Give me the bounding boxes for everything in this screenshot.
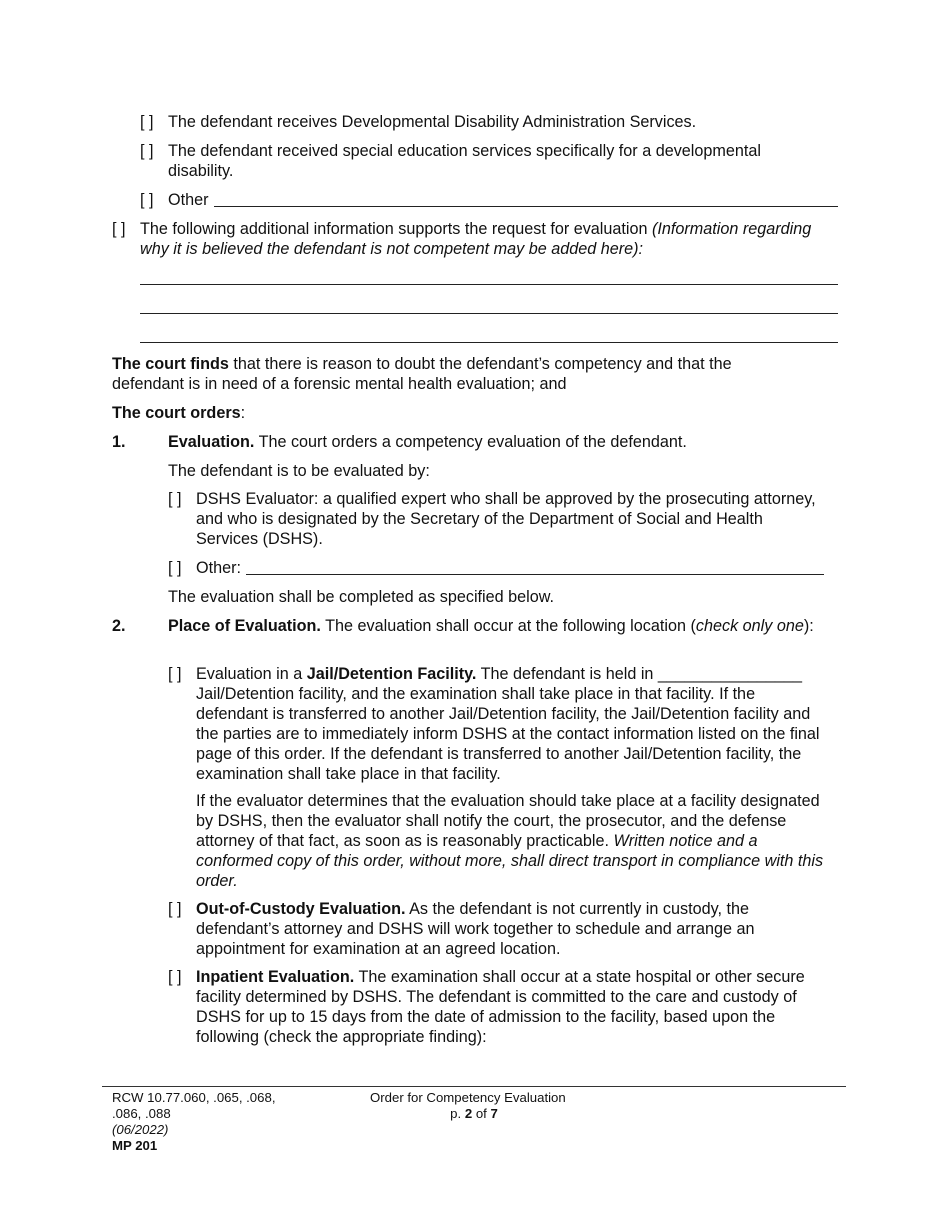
footer-page-number: p. 2 of 7 bbox=[450, 1106, 498, 1121]
checkbox-item-special-ed bbox=[140, 141, 800, 181]
out-of-custody-text: Out-of-Custody Evaluation. As the defendant is not currently in custody, the defendant’s attorney and DSHS will work together to schedule and arrange an appointment for examination at an agreed location. bbox=[196, 900, 755, 958]
checkbox[interactable]: [ ] bbox=[140, 142, 154, 160]
footer-rcw-line2: .086, .088 bbox=[112, 1106, 171, 1121]
other-evaluator-fill-line[interactable] bbox=[246, 574, 824, 575]
fill-line-2[interactable] bbox=[140, 313, 838, 314]
inpatient-text: Inpatient Evaluation. The examination shall occur at a state hospital or other secure facility determined by DSHS. The defendant is committed to the care and custody of DSHS for up to 15 days from the date of admission to the facility, based upon the following (check the appropriate finding): bbox=[196, 968, 805, 1046]
item-text: The defendant receives Developmental Disability Administration Services. bbox=[168, 113, 697, 131]
checkbox[interactable]: [ ] bbox=[168, 900, 182, 918]
other-label: Other bbox=[168, 191, 209, 209]
checkbox[interactable]: [ ] bbox=[168, 559, 182, 577]
other-fill-line[interactable] bbox=[214, 206, 838, 207]
checkbox-item-jail-detention bbox=[168, 664, 828, 784]
footer-rcw-line1: RCW 10.77.060, .065, .068, bbox=[112, 1090, 276, 1105]
dshs-evaluator-text: DSHS Evaluator: a qualified expert who shall be approved by the prosecuting attorney, and who is designated by the Secretary of the Department of Social and Health Services (DSHS). bbox=[196, 490, 816, 548]
fill-line-1[interactable] bbox=[140, 284, 838, 285]
checkbox-item-other-evaluator bbox=[168, 558, 288, 578]
item-text: The defendant received special education services specifically for a developmental disability. bbox=[168, 142, 761, 180]
footer-form-number: MP 201 bbox=[112, 1138, 158, 1153]
checkbox-item-out-of-custody bbox=[168, 899, 808, 959]
checkbox[interactable]: [ ] bbox=[168, 490, 182, 508]
checkbox[interactable]: [ ] bbox=[112, 220, 126, 238]
jail-detention-text: Evaluation in a Jail/Detention Facility. The defendant is held in ________________ Jail/Detention facility, and the examination shall take place in that facility. If the defendant is transferred to another Jail/Detention facility, the Jail/Detention facility and the parties are to immediately inform DSHS at the contact information listed on the final page of this order. If the defendant is transferred to another Jail/Detention facility, the examination shall take place in that facility. bbox=[196, 665, 820, 783]
checkbox-item-other bbox=[140, 190, 340, 210]
section-2-heading: Place of Evaluation. The evaluation shall occur at the following location (check only one): bbox=[168, 617, 814, 635]
checkbox[interactable]: [ ] bbox=[140, 113, 154, 131]
checkbox[interactable]: [ ] bbox=[168, 665, 182, 683]
footer-divider bbox=[102, 1086, 846, 1087]
section-1-heading: Evaluation. The court orders a competency evaluation of the defendant. bbox=[168, 433, 687, 451]
evaluated-by-text: The defendant is to be evaluated by: bbox=[168, 462, 430, 480]
footer-title: Order for Competency Evaluation bbox=[370, 1090, 566, 1105]
checkbox[interactable]: [ ] bbox=[140, 191, 154, 209]
dshs-facility-paragraph: If the evaluator determines that the evaluation should take place at a facility designated by DSHS, then the evaluator shall notify the court, the prosecutor, and the defense attorney of that fact, as soon as is reasonably practicable. Written notice and a conformed copy of this order, without more, shall direct transport in compliance with this order. bbox=[196, 792, 824, 890]
footer-date: (06/2022) bbox=[112, 1122, 169, 1137]
court-finds: The court finds that there is reason to doubt the defendant’s competency and that the defendant is in need of a forensic mental health evaluation; and bbox=[112, 355, 732, 393]
section-1-number: 1. bbox=[112, 433, 126, 451]
court-orders-heading: The court orders: bbox=[112, 404, 246, 422]
checkbox[interactable]: [ ] bbox=[168, 968, 182, 986]
checkbox-item-dda bbox=[140, 112, 840, 132]
additional-info-text: The following additional information supports the request for evaluation (Information regarding why it is believed the defendant is not competent may be added here): bbox=[140, 220, 812, 258]
checkbox-item-inpatient bbox=[168, 967, 842, 1047]
other-evaluator-label: Other: bbox=[196, 559, 241, 577]
fill-line-3[interactable] bbox=[140, 342, 838, 343]
checkbox-item-dshs-evaluator bbox=[168, 489, 818, 549]
section-2-number: 2. bbox=[112, 617, 126, 635]
checkbox-item-additional-info bbox=[112, 219, 832, 259]
evaluation-completed-text: The evaluation shall be completed as specified below. bbox=[168, 588, 555, 606]
